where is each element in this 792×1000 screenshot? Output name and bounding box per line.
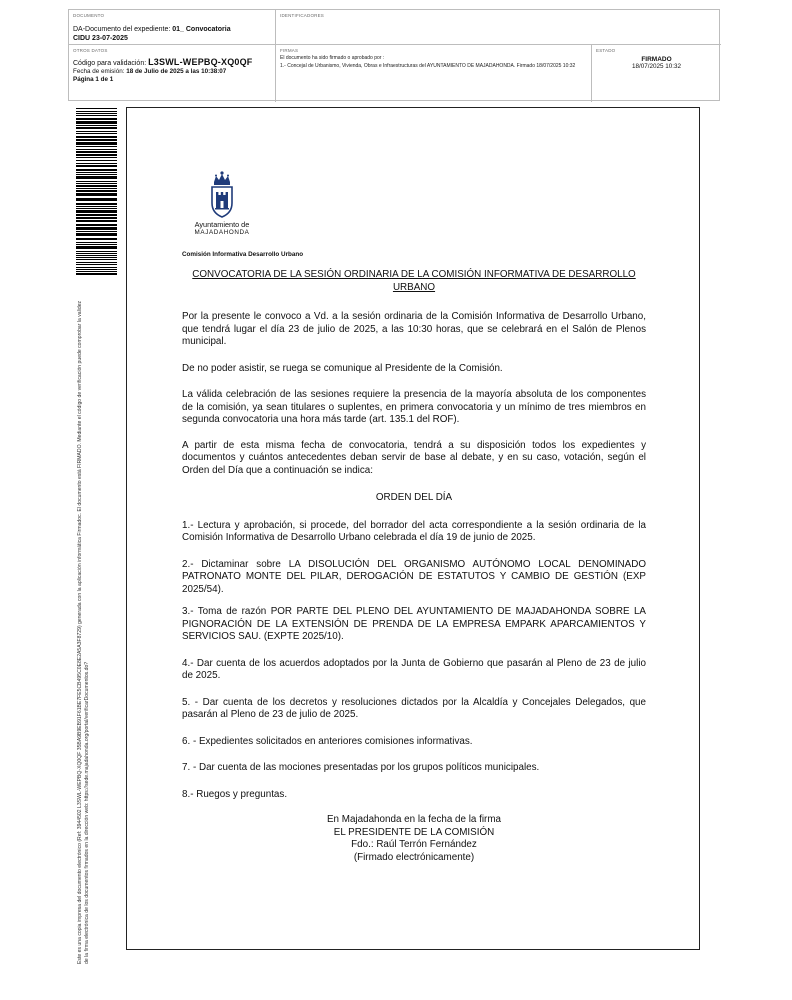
barcode-bar xyxy=(76,118,117,120)
barcode-bar xyxy=(76,210,117,213)
barcode-bar xyxy=(76,108,117,109)
otros-datos-label: OTROS DATOS xyxy=(73,48,108,53)
agenda-item: 8.- Ruegos y preguntas. xyxy=(182,788,288,800)
barcode-bar xyxy=(76,127,117,129)
documento-cell xyxy=(69,10,276,45)
validation-code-line xyxy=(73,58,271,68)
barcode-bar xyxy=(76,253,117,254)
signature-role: EL PRESIDENTE DE LA COMISIÓN xyxy=(333,826,495,838)
barcode-bar xyxy=(76,269,117,270)
barcode-bar xyxy=(76,238,117,240)
barcode-bar xyxy=(76,125,117,126)
emission-line xyxy=(73,68,271,76)
barcode-bar xyxy=(76,115,117,116)
barcode-bar xyxy=(76,113,117,114)
agenda-item: 4.- Dar cuenta de los acuerdos adoptados por la Junta de Gobierno que pasarán al Pleno de 23 de julio de 2025. xyxy=(182,657,646,681)
barcode-bar xyxy=(76,165,117,167)
emission-date: 18 de Julio de 2025 a las 10:38:07 xyxy=(126,68,227,75)
barcode-bar xyxy=(76,121,117,124)
page-info: Página 1 de 1 xyxy=(73,76,114,83)
barcode-bar xyxy=(76,111,117,112)
barcode-bar xyxy=(76,267,117,268)
barcode-bar xyxy=(76,255,117,256)
barcode-bar xyxy=(76,174,117,175)
crest-icon xyxy=(207,170,237,220)
barcode-bar xyxy=(76,193,117,196)
department-name: Comisión Informativa Desarrollo Urbano xyxy=(182,251,304,258)
barcode-bar xyxy=(76,146,117,147)
verification-side-note: Este es una copia impresa del documento electrónico (Ref: 3944502 L3SWL-WEPBQ-XQ0QF 35BA9B9EB91F61BE7FE5CB495C0E8E2A5A3F8729) generada con la aplicación informática Firmadoc. El documento está FIRMADO. Mediante el código de verificación puede comprobar la validez de la firma electrónica de los documentos firmados en la dirección web: https://sede.majadahonda.org/portal/verificarDocumentos.do? xyxy=(77,300,90,964)
emission-prefix: Fecha de emisión: xyxy=(73,68,127,75)
document-title: CONVOCATORIA DE LA SESIÓN ORDINARIA DE LA COMISIÓN INFORMATIVA DE DESARROLLO URBANO xyxy=(192,269,636,293)
validation-code[interactable]: L3SWL-WEPBQ-XQ0QF xyxy=(148,57,253,67)
agenda-item: 6. - Expedientes solicitados en anteriores comisiones informativas. xyxy=(182,735,473,747)
documento-description xyxy=(73,25,271,43)
barcode-bar xyxy=(76,227,117,230)
barcode-bar xyxy=(76,244,117,245)
barcode-bar xyxy=(76,220,117,222)
estado-value: FIRMADO xyxy=(641,56,672,63)
signature-block xyxy=(182,814,646,864)
signature-name: Fdo.: Raúl Terrón Fernández xyxy=(351,839,477,851)
barcode-bar xyxy=(76,214,117,216)
barcode-bar xyxy=(76,131,117,132)
estado-label: ESTADO xyxy=(596,48,616,53)
barcode-bar xyxy=(76,169,117,171)
estado-cell xyxy=(592,45,721,102)
logo-line1: Ayuntamiento de xyxy=(194,220,250,229)
documento-line2: CIDU 23-07-2025 xyxy=(73,35,128,42)
document-page xyxy=(126,107,700,950)
agenda-item: 7. - Dar cuenta de las mociones presentadas por los grupos políticos municipales. xyxy=(182,762,540,773)
barcode-bar xyxy=(76,246,117,249)
barcode-bar xyxy=(76,185,117,187)
barcode-bar xyxy=(76,217,117,219)
paragraph-convocatoria: Por la presente le convoco a Vd. a la sesión ordinaria de la Comisión Informativa de Desarrollo Urbano, que tendrá lugar el día 23 de julio de 2025, a las 10:30 horas, que se celebrará en el Salón de Plenos municipal. xyxy=(182,311,646,347)
barcode-bar xyxy=(76,203,117,205)
barcode-bar xyxy=(76,139,117,141)
document-body xyxy=(182,251,646,864)
barcode-bar xyxy=(76,262,117,263)
paragraph-quorum: La válida celebración de las sesiones requiere la presencia de la mayoría absoluta de los componentes de la comisión, ya sean titulares o suplentes, en primera convocatoria y un mínimo de tres miembros en segunda convocatoria una hora más tarde (art. 135.1 del ROF). xyxy=(182,389,646,425)
agenda-item: 3.- Toma de razón POR PARTE DEL PLENO DEL AYUNTAMIENTO DE MAJADAHONDA SOBRE LA PIGNORACIÓN DE LA EXTENSIÓN DE PRENDA DE LA EMPRESA EMPARK APARCAMIENTOS Y SERVICIOS SAU. (EXPTE 2025/10). xyxy=(182,606,646,642)
signature-place-date: En Majadahonda en la fecha de la firma xyxy=(326,814,502,825)
firmas-detail: 1.- Concejal de Urbanismo, Vivienda, Obras e Infraestructuras del AYUNTAMIENTO DE MAJADAHONDA. Firmado 18/07/2025 10:32 xyxy=(280,62,576,69)
barcode-bar xyxy=(76,190,117,192)
agenda-item: 1.- Lectura y aprobación, si procede, del borrador del acta correspondiente a la sesión ordinaria de la Comisión Informativa de Desarrollo Urbano celebrada el día 19 de junio de 2025. xyxy=(182,519,646,543)
municipality-logo xyxy=(187,166,257,238)
validation-prefix: Código para validación: xyxy=(73,60,149,67)
documento-prefix: DA-Documento del expediente: xyxy=(73,26,173,33)
signature-note: (Firmado electrónicamente) xyxy=(353,851,475,863)
firmas-label: FIRMAS xyxy=(280,48,299,53)
barcode-bar xyxy=(76,273,117,275)
agenda-item: 5. - Dar cuenta de los decretos y resoluciones dictados por la Alcaldía y Concejales Delegados, que pasarán al Pleno de 23 de julio de 2025. xyxy=(182,696,646,720)
documento-label: DOCUMENTO xyxy=(73,13,105,18)
barcode-bar xyxy=(76,188,117,189)
documento-value: 01_ Convocatoria xyxy=(172,26,231,33)
barcode-bar xyxy=(76,181,117,182)
barcode-bar xyxy=(76,133,117,134)
barcode-bar xyxy=(76,176,117,179)
otros-datos-cell xyxy=(69,45,276,102)
barcode-bar xyxy=(76,151,117,153)
barcode-bar xyxy=(76,163,117,164)
barcode-bar xyxy=(76,271,117,272)
barcode-bar xyxy=(76,136,117,138)
barcode-bar xyxy=(76,259,117,260)
identificadores-label: IDENTIFICADORES xyxy=(280,13,325,18)
identificadores-cell xyxy=(276,10,721,45)
paragraph-expedientes: A partir de esta misma fecha de convocatoria, tendrá a su disposición todos los expedientes y documentos y cuántos antecedentes deban servir de base al debate, y en su caso, votación, según el Orden del Día que a continuación se indica: xyxy=(182,439,646,476)
verification-barcode xyxy=(76,108,117,276)
estado-date: 18/07/2025 10:32 xyxy=(631,63,682,70)
barcode-bar xyxy=(76,251,117,252)
logo-line2: MAJADAHONDA xyxy=(194,229,250,236)
barcode-bar xyxy=(76,206,117,207)
agenda-title: ORDEN DEL DÍA xyxy=(375,492,453,503)
barcode-bar xyxy=(76,242,117,243)
barcode-bar xyxy=(76,183,117,184)
firmas-cell xyxy=(276,45,592,102)
barcode-bar xyxy=(76,149,117,150)
barcode-bar xyxy=(76,233,117,236)
barcode-bar xyxy=(76,142,117,145)
barcode-bar xyxy=(76,224,117,226)
firmas-text: El documento ha sido firmado o aprobado por : xyxy=(280,55,385,61)
paragraph-asistencia: De no poder asistir, se ruega se comunique al Presidente de la Comisión. xyxy=(182,362,503,374)
barcode-bar xyxy=(76,172,117,173)
barcode-bar xyxy=(76,264,117,265)
barcode-bar xyxy=(76,198,117,201)
barcode-bar xyxy=(76,154,117,156)
barcode-bar xyxy=(76,160,117,161)
barcode-bar xyxy=(76,208,117,209)
barcode-bar xyxy=(76,157,117,158)
document-metadata-header xyxy=(68,9,720,101)
agenda-item: 2.- Dictaminar sobre LA DISOLUCIÓN DEL ORGANISMO AUTÓNOMO LOCAL DENOMINADO PATRONATO MONTE DEL PILAR, DEROGACIÓN DE ESTATUTOS Y CAMBIO DE GESTIÓN (EXP 2025/54). xyxy=(182,558,646,595)
barcode-bar xyxy=(76,231,117,232)
barcode-bar xyxy=(76,257,117,258)
